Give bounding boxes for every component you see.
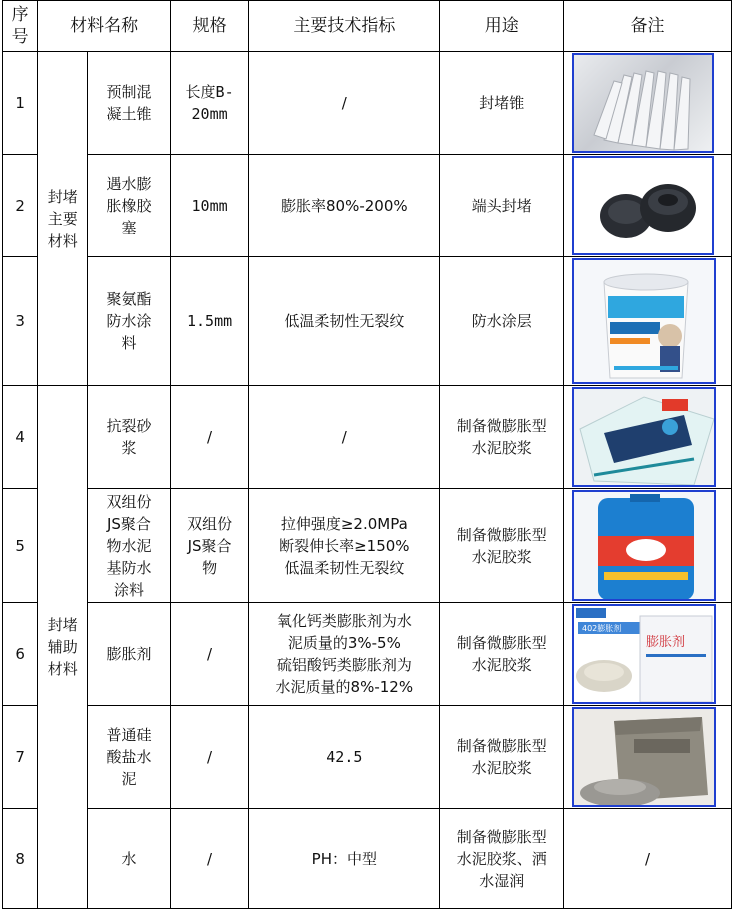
row-indicator: 拉伸强度≥2.0MPa 断裂伸长率≥150% 低温柔韧性无裂纹 (249, 489, 440, 603)
row-seq: 6 (3, 603, 38, 706)
row-spec: / (170, 706, 248, 809)
row-spec: / (170, 386, 248, 489)
table-row (3, 257, 732, 386)
row-usage: 端头封堵 (440, 155, 564, 257)
bag-label-text: 402膨胀剂 (582, 624, 622, 633)
row-indicator: / (249, 52, 440, 155)
js-coating-drum-photo (572, 490, 716, 601)
row-seq: 4 (3, 386, 38, 489)
table-row (3, 489, 732, 603)
row-usage: 制备微膨胀型 水泥胶浆 (440, 386, 564, 489)
row-indicator: 42.5 (249, 706, 440, 809)
table-row (3, 706, 732, 809)
row-indicator: 低温柔韧性无裂纹 (249, 257, 440, 386)
row-remark (564, 386, 732, 489)
svg-text:膨胀剂: 膨胀剂 (646, 635, 686, 650)
rubber-plug-photo (572, 156, 714, 255)
row-spec: / (170, 809, 248, 909)
row-material-name: 双组份 JS聚合 物水泥 基防水 涂料 (88, 489, 171, 603)
row-seq: 1 (3, 52, 38, 155)
row-material-name: 水 (88, 809, 171, 909)
row-remark (564, 706, 732, 809)
mortar-bag-photo (572, 387, 716, 487)
row-material-name: 膨胀剂 (88, 603, 171, 706)
cement-bag-photo (572, 707, 716, 807)
polyurethane-bucket-photo (572, 258, 716, 384)
header-seq: 序 号 (3, 1, 38, 52)
table-row (3, 603, 732, 706)
row-spec: 双组份 JS聚合 物 (170, 489, 248, 603)
table-row (3, 809, 732, 909)
expansion-agent-bag-photo (572, 604, 716, 704)
row-material-name: 预制混 凝土锥 (88, 52, 171, 155)
table-row (3, 386, 732, 489)
row-indicator: PH：中型 (249, 809, 440, 909)
row-spec: 长度B- 20mm (170, 52, 248, 155)
row-material-name: 遇水膨 胀橡胶 塞 (88, 155, 171, 257)
row-seq: 2 (3, 155, 38, 257)
row-usage: 制备微膨胀型 水泥胶浆 (440, 706, 564, 809)
row-remark (564, 52, 732, 155)
header-remark: 备注 (564, 1, 732, 52)
row-remark (564, 257, 732, 386)
row-remark: / (564, 809, 732, 909)
row-seq: 7 (3, 706, 38, 809)
group-aux-materials: 封堵 辅助 材料 (38, 386, 88, 909)
row-spec: 10mm (170, 155, 248, 257)
row-indicator: 膨胀率80%-200% (249, 155, 440, 257)
row-material-name: 普通硅 酸盐水 泥 (88, 706, 171, 809)
row-spec: / (170, 603, 248, 706)
row-usage: 封堵锥 (440, 52, 564, 155)
row-material-name: 聚氨酯 防水涂 料 (88, 257, 171, 386)
row-usage: 制备微膨胀型 水泥胶浆 (440, 603, 564, 706)
row-seq: 3 (3, 257, 38, 386)
table-row (3, 155, 732, 257)
row-usage: 防水涂层 (440, 257, 564, 386)
header-indicator: 主要技术指标 (249, 1, 440, 52)
materials-table (2, 0, 732, 909)
row-remark (564, 603, 732, 706)
row-spec: 1.5mm (170, 257, 248, 386)
row-indicator: / (249, 386, 440, 489)
row-usage: 制备微膨胀型 水泥胶浆、洒 水湿润 (440, 809, 564, 909)
group-main-materials: 封堵 主要 材料 (38, 52, 88, 386)
row-remark (564, 489, 732, 603)
row-seq: 8 (3, 809, 38, 909)
header-row (3, 1, 732, 52)
row-seq: 5 (3, 489, 38, 603)
header-usage: 用途 (440, 1, 564, 52)
concrete-cone-photo (572, 53, 714, 153)
table-row (3, 52, 732, 155)
row-remark (564, 155, 732, 257)
row-material-name: 抗裂砂 浆 (88, 386, 171, 489)
header-material-name: 材料名称 (38, 1, 171, 52)
header-spec: 规格 (170, 1, 248, 52)
row-indicator: 氧化钙类膨胀剂为水 泥质量的3%-5% 硫铝酸钙类膨胀剂为 水泥质量的8%-12% (249, 603, 440, 706)
row-usage: 制备微膨胀型 水泥胶浆 (440, 489, 564, 603)
